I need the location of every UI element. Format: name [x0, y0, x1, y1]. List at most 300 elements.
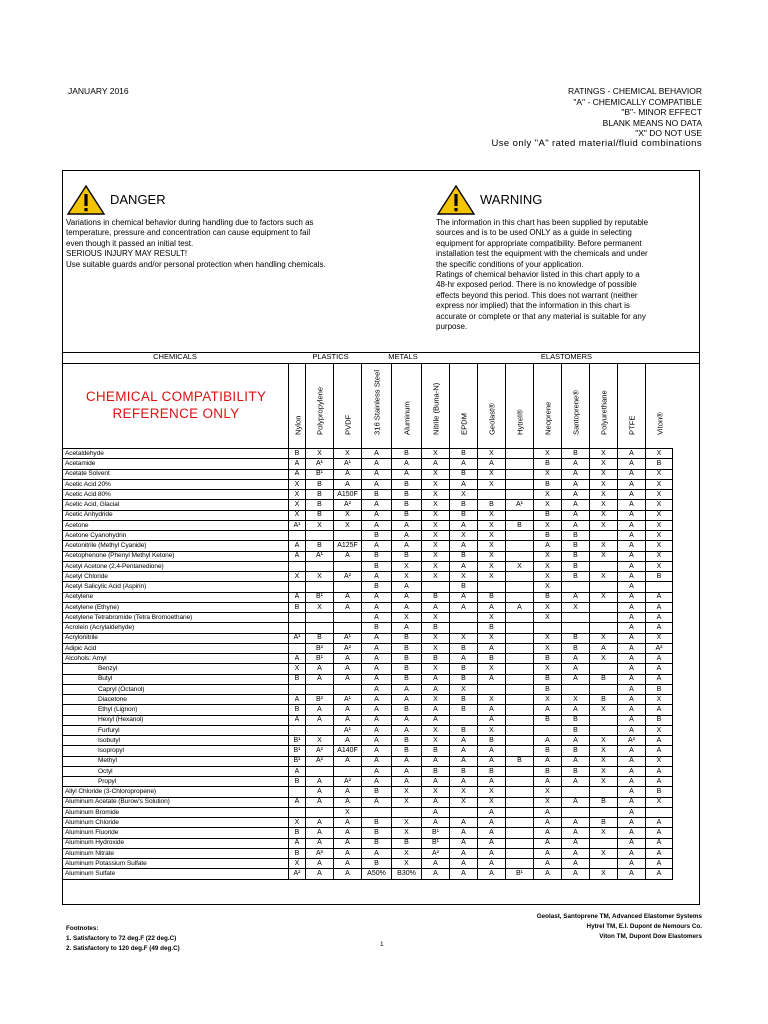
- rating-cell: A: [534, 869, 562, 879]
- rating-cell: A: [562, 490, 590, 500]
- rating-cell: B: [562, 633, 590, 643]
- rating-cell: B: [289, 848, 306, 858]
- category-plastics: PLASTICS: [312, 352, 349, 361]
- trademark-line: Hytrel TM, E.I. Dupont de Nemours Co.: [586, 923, 702, 930]
- column-header-label: 316 Stainless Steel: [372, 369, 382, 435]
- rating-cell: A: [362, 736, 392, 746]
- chemical-name: Acetonitrile (Methyl Cyanide): [63, 541, 289, 551]
- rating-cell: B: [306, 479, 334, 489]
- column-header: [589, 364, 618, 448]
- rating-cell: A: [450, 602, 478, 612]
- rating-cell: A: [334, 592, 362, 602]
- table-row: [63, 541, 673, 551]
- rating-cell: A: [362, 664, 392, 674]
- chemical-name: Acetophenone (Phenyl Methyl Ketone): [63, 551, 289, 561]
- rating-cell: X: [422, 520, 450, 530]
- rating-cell: [289, 643, 306, 653]
- rating-cell: X: [422, 643, 450, 653]
- rating-cell: A: [478, 602, 506, 612]
- rating-cell: [590, 664, 618, 674]
- rating-cell: X: [422, 531, 450, 541]
- rating-cell: B: [362, 818, 392, 828]
- rating-cell: A: [646, 736, 673, 746]
- chemical-name: Aluminum Hydroxide: [63, 838, 289, 848]
- rating-cell: A: [646, 746, 673, 756]
- rating-cell: [450, 715, 478, 725]
- rating-cell: B: [422, 746, 450, 756]
- rating-cell: X: [534, 561, 562, 571]
- table-row: [63, 654, 673, 664]
- rating-cell: A: [478, 756, 506, 766]
- rating-cell: [506, 787, 534, 797]
- rating-cell: A: [478, 746, 506, 756]
- chemical-name: Propyl: [63, 777, 289, 787]
- rating-cell: A: [618, 561, 646, 571]
- column-header: [391, 364, 422, 448]
- rating-cell: [506, 838, 534, 848]
- rating-cell: [506, 623, 534, 633]
- rating-cell: X: [646, 541, 673, 551]
- legend-line: BLANK MEANS NO DATA: [602, 117, 702, 128]
- rating-cell: A: [618, 725, 646, 735]
- rating-cell: [289, 613, 306, 623]
- table-row: [63, 500, 673, 510]
- rating-cell: X: [289, 818, 306, 828]
- rating-cell: X: [392, 572, 422, 582]
- rating-cell: B: [306, 541, 334, 551]
- rating-cell: A: [362, 602, 392, 612]
- rating-cell: A: [362, 725, 392, 735]
- rating-cell: [506, 449, 534, 459]
- rating-cell: A: [618, 674, 646, 684]
- rating-cell: X: [534, 572, 562, 582]
- rating-cell: B: [534, 674, 562, 684]
- table-row: [63, 623, 673, 633]
- rating-cell: [590, 807, 618, 817]
- rating-cell: [506, 592, 534, 602]
- rating-cell: X: [646, 756, 673, 766]
- rating-cell: A: [646, 838, 673, 848]
- rating-cell: X: [590, 459, 618, 469]
- rating-cell: A: [534, 848, 562, 858]
- rating-cell: X: [646, 490, 673, 500]
- rating-cell: B: [362, 490, 392, 500]
- rating-cell: X: [590, 500, 618, 510]
- rating-cell: B¹: [306, 654, 334, 664]
- rating-cell: X: [646, 469, 673, 479]
- rating-cell: B: [450, 500, 478, 510]
- category-chemicals: CHEMICALS: [153, 352, 197, 361]
- rating-cell: X: [646, 695, 673, 705]
- rating-cell: B: [590, 674, 618, 684]
- rating-cell: X: [590, 592, 618, 602]
- rating-cell: A: [450, 859, 478, 869]
- column-header-label: Polypropylene: [315, 386, 325, 435]
- rating-cell: [506, 705, 534, 715]
- rating-cell: X: [590, 746, 618, 756]
- legend-note: Use only "A" rated material/fluid combinations: [491, 137, 702, 149]
- rating-cell: A: [362, 766, 392, 776]
- rating-cell: A: [306, 869, 334, 879]
- rating-cell: X: [534, 643, 562, 653]
- rating-cell: X: [646, 520, 673, 530]
- rating-cell: B: [562, 766, 590, 776]
- rating-cell: [478, 490, 506, 500]
- rating-cell: X: [422, 736, 450, 746]
- rating-cell: [534, 725, 562, 735]
- rating-cell: A125F: [334, 541, 362, 551]
- rating-cell: A: [362, 592, 392, 602]
- rating-cell: X: [590, 736, 618, 746]
- table-row: [63, 828, 673, 838]
- rating-cell: X: [590, 469, 618, 479]
- rating-cell: A: [422, 859, 450, 869]
- rating-cell: B: [392, 643, 422, 653]
- rating-cell: X: [534, 582, 562, 592]
- rating-cell: A: [618, 756, 646, 766]
- column-header-label: Neoprene: [543, 401, 553, 435]
- rating-cell: [506, 551, 534, 561]
- rating-cell: A: [618, 520, 646, 530]
- rating-cell: A: [392, 520, 422, 530]
- rating-cell: B: [478, 766, 506, 776]
- rating-cell: A: [646, 592, 673, 602]
- rating-cell: A¹: [289, 633, 306, 643]
- column-header-label: PVDF: [343, 414, 353, 435]
- rating-cell: X: [590, 490, 618, 500]
- table-row: [63, 674, 673, 684]
- table-row: [63, 582, 673, 592]
- rating-cell: A¹: [334, 459, 362, 469]
- rating-cell: A: [450, 828, 478, 838]
- rating-cell: X: [534, 695, 562, 705]
- rating-cell: B: [534, 766, 562, 776]
- warning-text: 48-hr exposed period. There is no knowledge of possible: [436, 280, 637, 290]
- footnotes-label: Footnotes:: [66, 925, 99, 932]
- rating-cell: [562, 807, 590, 817]
- rating-cell: A: [362, 715, 392, 725]
- rating-cell: B: [534, 684, 562, 694]
- legend-line: "X" DO NOT USE: [635, 128, 702, 138]
- table-row: [63, 859, 673, 869]
- rating-cell: B: [506, 520, 534, 530]
- rating-cell: A: [392, 459, 422, 469]
- rating-cell: A: [392, 592, 422, 602]
- rating-cell: A: [618, 684, 646, 694]
- rating-cell: A: [478, 818, 506, 828]
- rating-cell: [334, 684, 362, 694]
- rating-cell: [506, 736, 534, 746]
- rating-cell: A: [334, 551, 362, 561]
- rating-cell: X: [450, 572, 478, 582]
- rating-cell: [334, 582, 362, 592]
- rating-cell: B¹: [289, 736, 306, 746]
- rating-cell: A¹: [334, 725, 362, 735]
- rating-cell: X: [590, 654, 618, 664]
- rating-cell: A: [362, 756, 392, 766]
- table-row: [63, 838, 673, 848]
- rating-cell: A: [289, 797, 306, 807]
- rating-cell: [590, 623, 618, 633]
- rating-cell: A: [362, 777, 392, 787]
- rating-cell: A: [392, 766, 422, 776]
- rating-cell: [506, 633, 534, 643]
- rating-cell: A140F: [334, 746, 362, 756]
- rating-cell: [506, 746, 534, 756]
- rating-cell: A: [334, 654, 362, 664]
- rating-cell: A: [450, 520, 478, 530]
- rating-cell: [506, 572, 534, 582]
- rating-cell: X: [590, 520, 618, 530]
- rating-cell: A: [618, 479, 646, 489]
- rating-cell: [590, 684, 618, 694]
- rating-cell: B: [450, 582, 478, 592]
- chemical-name: Butyl: [63, 674, 289, 684]
- rating-cell: A: [306, 859, 334, 869]
- rating-cell: A: [306, 818, 334, 828]
- warning-text: installation test the equipment with the chemicals and under: [436, 249, 648, 259]
- column-header-label: Nylon: [293, 415, 302, 435]
- column-header: [505, 364, 534, 448]
- rating-cell: X: [590, 479, 618, 489]
- rating-cell: B: [450, 766, 478, 776]
- rating-cell: X: [534, 500, 562, 510]
- rating-cell: A: [618, 551, 646, 561]
- rating-cell: X: [334, 520, 362, 530]
- rating-cell: B: [478, 654, 506, 664]
- rating-cell: A: [646, 613, 673, 623]
- rating-cell: B: [362, 859, 392, 869]
- rating-cell: B: [590, 695, 618, 705]
- rating-cell: [506, 531, 534, 541]
- table-row: [63, 572, 673, 582]
- rating-cell: B: [306, 490, 334, 500]
- rating-cell: B: [562, 572, 590, 582]
- rating-cell: [362, 807, 392, 817]
- rating-cell: A: [289, 551, 306, 561]
- rating-cell: A: [334, 818, 362, 828]
- column-header: [477, 364, 506, 448]
- rating-cell: B: [392, 838, 422, 848]
- rating-cell: A¹: [306, 459, 334, 469]
- table-row: [63, 602, 673, 612]
- rating-cell: A¹: [334, 633, 362, 643]
- legend-line: "B"- MINOR EFFECT: [621, 107, 702, 117]
- rating-cell: X: [422, 479, 450, 489]
- rating-cell: A: [306, 797, 334, 807]
- rating-cell: A: [562, 828, 590, 838]
- rating-cell: A: [306, 838, 334, 848]
- rating-cell: A: [618, 828, 646, 838]
- rating-cell: [506, 479, 534, 489]
- rating-cell: [590, 531, 618, 541]
- rating-cell: B¹: [289, 756, 306, 766]
- rating-cell: A: [392, 531, 422, 541]
- rating-cell: [306, 613, 334, 623]
- rating-cell: B: [306, 500, 334, 510]
- rating-cell: A: [562, 705, 590, 715]
- category-elastomers: ELASTOMERS: [540, 352, 593, 361]
- category-metals: METALS: [388, 352, 418, 361]
- rating-cell: B: [590, 818, 618, 828]
- rating-cell: X: [289, 664, 306, 674]
- rating-cell: [289, 531, 306, 541]
- rating-cell: X: [450, 531, 478, 541]
- table-row: [63, 551, 673, 561]
- warning-triangle-icon: [436, 184, 476, 216]
- rating-cell: A: [534, 838, 562, 848]
- rating-cell: B²: [306, 643, 334, 653]
- rating-cell: A: [362, 479, 392, 489]
- rating-cell: A: [392, 684, 422, 694]
- rating-cell: X: [562, 695, 590, 705]
- rating-cell: A: [618, 449, 646, 459]
- rating-cell: X: [590, 869, 618, 879]
- chemical-name: Aluminum Chloride: [63, 818, 289, 828]
- table-row: [63, 797, 673, 807]
- rating-cell: A: [289, 695, 306, 705]
- rating-cell: A: [618, 705, 646, 715]
- rating-cell: A: [450, 736, 478, 746]
- ratings-legend: [492, 86, 702, 149]
- rating-cell: A: [618, 818, 646, 828]
- rating-cell: A: [562, 848, 590, 858]
- rating-cell: A: [478, 859, 506, 869]
- rating-cell: A: [289, 592, 306, 602]
- rating-cell: A: [618, 592, 646, 602]
- rating-cell: B: [450, 674, 478, 684]
- rating-cell: A¹: [334, 695, 362, 705]
- warning-text: equipment for appropriate compatibility. Before permanent: [436, 238, 642, 248]
- chemical-name: Aluminum Sulfate: [63, 869, 289, 879]
- rating-cell: X: [422, 449, 450, 459]
- rating-cell: [306, 623, 334, 633]
- rating-cell: B: [422, 766, 450, 776]
- rating-cell: B: [450, 695, 478, 705]
- rating-cell: [289, 582, 306, 592]
- chemical-name: Isobutyl: [63, 736, 289, 746]
- rating-cell: A: [334, 715, 362, 725]
- table-row: [63, 736, 673, 746]
- rating-cell: A: [362, 500, 392, 510]
- column-header: [533, 364, 562, 448]
- warning-triangle-icon: [66, 184, 106, 216]
- rating-cell: X: [534, 551, 562, 561]
- legend-line: RATINGS - CHEMICAL BEHAVIOR: [568, 86, 702, 96]
- rating-cell: A: [478, 838, 506, 848]
- column-header: [561, 364, 590, 448]
- rating-cell: A: [422, 705, 450, 715]
- rating-cell: [289, 787, 306, 797]
- rating-cell: B¹: [289, 746, 306, 756]
- rating-cell: A: [289, 541, 306, 551]
- rating-cell: X: [478, 469, 506, 479]
- rating-cell: A: [562, 459, 590, 469]
- rating-cell: B: [289, 777, 306, 787]
- rating-cell: A: [618, 777, 646, 787]
- rating-cell: A²: [334, 572, 362, 582]
- rating-cell: X: [422, 551, 450, 561]
- rating-cell: B²: [306, 695, 334, 705]
- rating-cell: B: [450, 725, 478, 735]
- rating-cell: A: [618, 807, 646, 817]
- danger-title: DANGER: [110, 191, 166, 207]
- rating-cell: B: [362, 561, 392, 571]
- column-header-label: Aluminum: [402, 401, 412, 435]
- chemical-name: Methyl: [63, 756, 289, 766]
- rating-cell: A: [562, 818, 590, 828]
- rating-cell: X: [422, 695, 450, 705]
- rating-cell: X: [422, 541, 450, 551]
- rating-cell: A: [334, 869, 362, 879]
- rating-cell: A: [646, 869, 673, 879]
- rating-cell: B: [562, 561, 590, 571]
- rating-cell: A: [646, 623, 673, 633]
- table-row: [63, 561, 673, 571]
- rating-cell: [506, 664, 534, 674]
- rating-cell: B: [306, 510, 334, 520]
- rating-cell: A: [334, 602, 362, 612]
- rating-cell: A: [362, 469, 392, 479]
- rating-cell: [306, 725, 334, 735]
- rating-cell: X: [590, 766, 618, 776]
- rating-cell: A: [392, 582, 422, 592]
- rating-cell: A: [618, 643, 646, 653]
- column-header: [305, 364, 334, 448]
- rating-cell: A: [450, 654, 478, 664]
- rating-cell: B: [646, 572, 673, 582]
- column-header-label: Hytrel®: [515, 409, 525, 435]
- column-header: [361, 364, 392, 448]
- chemical-name: Acetyl Salicylic Acid (Aspirin): [63, 582, 289, 592]
- rating-cell: A: [334, 469, 362, 479]
- footnote: 2. Satisfactory to 120 deg.F (49 deg.C): [66, 945, 180, 952]
- rating-cell: A: [362, 633, 392, 643]
- rating-cell: A: [392, 756, 422, 766]
- rating-cell: X: [478, 531, 506, 541]
- rating-cell: A: [422, 756, 450, 766]
- column-header-label: Viton®: [655, 412, 664, 435]
- rating-cell: A: [478, 848, 506, 858]
- rating-cell: A: [646, 818, 673, 828]
- column-header-label: EPDM: [459, 413, 469, 435]
- rating-cell: [478, 684, 506, 694]
- rating-cell: X: [392, 828, 422, 838]
- rating-cell: A: [646, 777, 673, 787]
- danger-text: Variations in chemical behavior during handling due to factors such as: [66, 218, 314, 227]
- rating-cell: A: [618, 859, 646, 869]
- rating-cell: X: [422, 633, 450, 643]
- rating-cell: X: [392, 797, 422, 807]
- rating-cell: X: [590, 572, 618, 582]
- rating-cell: B: [306, 633, 334, 643]
- rating-cell: A: [334, 664, 362, 674]
- rating-cell: B: [450, 510, 478, 520]
- rating-cell: A: [534, 859, 562, 869]
- rating-cell: A: [392, 715, 422, 725]
- rating-cell: A: [334, 705, 362, 715]
- chemical-name: Acetic Acid 80%: [63, 490, 289, 500]
- rating-cell: X: [392, 787, 422, 797]
- rating-cell: A: [422, 807, 450, 817]
- rating-cell: A²: [618, 736, 646, 746]
- rating-cell: A: [362, 510, 392, 520]
- rating-cell: A²: [422, 848, 450, 858]
- rating-cell: A: [478, 459, 506, 469]
- rating-cell: A: [562, 592, 590, 602]
- rating-cell: [289, 725, 306, 735]
- chemical-name: Alcohols: Amyl: [63, 654, 289, 664]
